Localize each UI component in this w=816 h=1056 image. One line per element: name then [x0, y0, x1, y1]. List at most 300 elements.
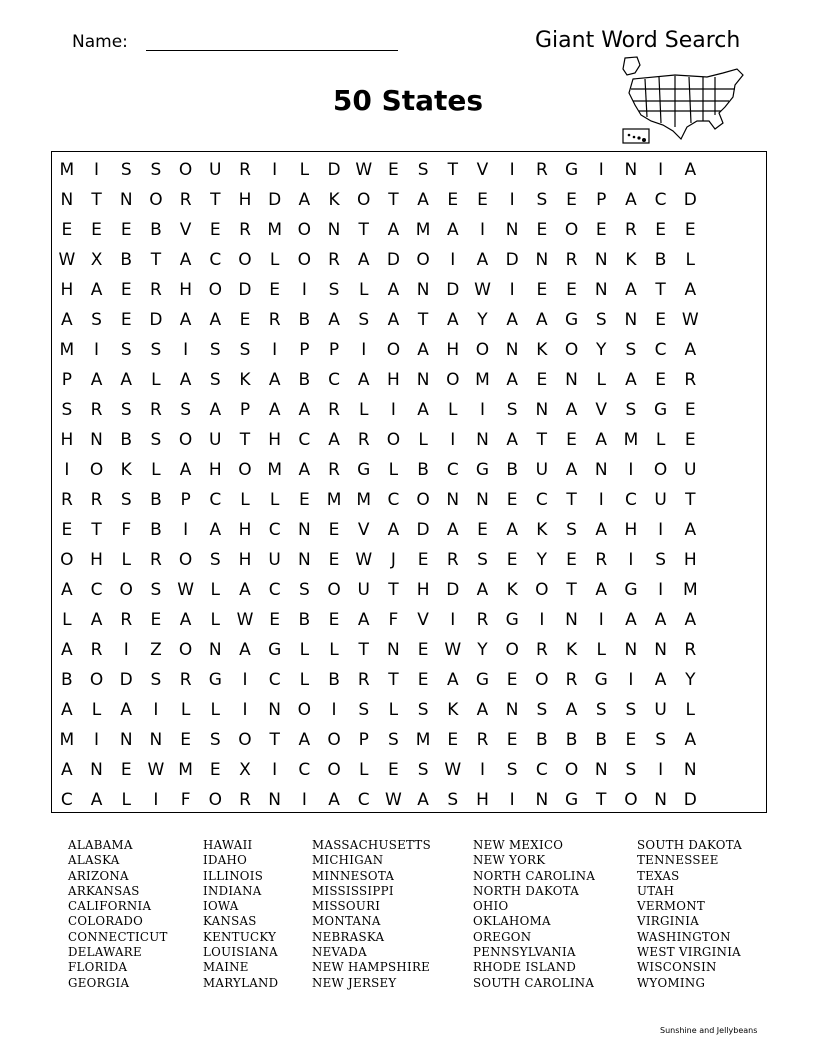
grid-letter[interactable]: S — [298, 580, 310, 600]
grid-letter[interactable]: K — [239, 370, 251, 390]
grid-letter[interactable]: S — [120, 160, 132, 180]
grid-letter[interactable]: R — [268, 310, 281, 330]
grid-letter[interactable]: A — [328, 310, 340, 330]
grid-letter[interactable]: S — [536, 700, 548, 720]
grid-letter[interactable]: A — [179, 370, 192, 390]
grid-letter[interactable]: B — [654, 250, 667, 270]
grid-letter[interactable]: S — [209, 340, 221, 360]
grid-letter[interactable]: I — [301, 280, 307, 300]
grid-letter[interactable]: H — [90, 550, 103, 570]
grid-letter[interactable]: C — [624, 490, 637, 510]
grid-letter[interactable]: R — [150, 550, 162, 570]
grid-letter[interactable]: O — [149, 190, 163, 210]
grid-letter[interactable]: N — [594, 760, 608, 780]
grid-letter[interactable]: A — [446, 520, 459, 540]
grid-letter[interactable]: C — [357, 790, 370, 810]
grid-letter[interactable]: E — [655, 370, 666, 390]
grid-letter[interactable]: H — [268, 430, 282, 450]
grid-letter[interactable]: L — [210, 610, 221, 630]
grid-letter[interactable]: N — [416, 280, 430, 300]
grid-letter[interactable]: L — [388, 460, 399, 480]
grid-letter[interactable]: I — [628, 460, 634, 480]
grid-letter[interactable]: I — [450, 430, 456, 450]
grid-letter[interactable]: G — [475, 670, 490, 690]
grid-letter[interactable]: B — [536, 730, 548, 750]
grid-letter[interactable]: A — [90, 790, 103, 810]
grid-letter[interactable]: I — [64, 460, 70, 480]
grid-letter[interactable]: E — [417, 670, 429, 690]
grid-letter[interactable]: S — [180, 400, 191, 420]
grid-letter[interactable]: O — [535, 670, 549, 690]
grid-letter[interactable]: D — [683, 190, 697, 210]
grid-letter[interactable]: A — [387, 220, 400, 240]
grid-letter[interactable]: A — [61, 310, 73, 330]
grid-letter[interactable]: E — [625, 730, 637, 750]
grid-letter[interactable]: O — [327, 730, 341, 750]
grid-letter[interactable]: A — [417, 340, 429, 360]
grid-letter[interactable]: A — [387, 280, 400, 300]
grid-letter[interactable]: E — [388, 160, 399, 180]
grid-letter[interactable]: D — [119, 670, 133, 690]
grid-letter[interactable]: P — [239, 400, 251, 420]
grid-letter[interactable]: O — [297, 220, 312, 240]
grid-letter[interactable]: T — [685, 490, 696, 510]
grid-letter[interactable]: N — [535, 250, 549, 270]
grid-letter[interactable]: L — [210, 580, 221, 600]
grid-letter[interactable]: S — [595, 310, 607, 330]
grid-letter[interactable]: A — [417, 790, 429, 810]
grid-letter[interactable]: E — [655, 220, 666, 240]
grid-letter[interactable]: V — [179, 220, 192, 240]
grid-letter[interactable]: C — [446, 460, 459, 480]
grid-letter[interactable]: A — [209, 400, 222, 420]
grid-letter[interactable]: O — [564, 760, 579, 780]
grid-letter[interactable]: N — [446, 490, 460, 510]
grid-letter[interactable]: I — [242, 700, 248, 720]
grid-letter[interactable]: T — [358, 220, 369, 240]
grid-letter[interactable]: A — [684, 280, 697, 300]
grid-letter[interactable]: P — [596, 190, 607, 210]
grid-letter[interactable]: U — [654, 700, 667, 720]
grid-letter[interactable]: N — [268, 700, 282, 720]
grid-letter[interactable]: R — [328, 460, 340, 480]
grid-letter[interactable]: A — [446, 310, 459, 330]
grid-letter[interactable]: A — [61, 640, 73, 660]
grid-letter[interactable]: A — [565, 700, 578, 720]
grid-letter[interactable]: S — [150, 340, 162, 360]
grid-letter[interactable]: E — [61, 520, 73, 540]
grid-letter[interactable]: N — [654, 640, 667, 660]
grid-letter[interactable]: T — [388, 580, 399, 600]
grid-letter[interactable]: W — [681, 310, 699, 330]
grid-letter[interactable]: E — [684, 220, 696, 240]
grid-letter[interactable]: B — [120, 250, 133, 270]
grid-letter[interactable]: O — [446, 370, 460, 390]
grid-letter[interactable]: A — [684, 340, 697, 360]
grid-letter[interactable]: V — [476, 160, 489, 180]
grid-letter[interactable]: A — [179, 610, 192, 630]
grid-letter[interactable]: I — [598, 490, 604, 510]
grid-letter[interactable]: T — [388, 190, 399, 210]
grid-letter[interactable]: I — [479, 760, 485, 780]
grid-letter[interactable]: A — [684, 520, 697, 540]
grid-letter[interactable]: G — [268, 640, 282, 660]
grid-letter[interactable]: R — [328, 400, 340, 420]
grid-letter[interactable]: O — [357, 190, 371, 210]
grid-letter[interactable]: R — [684, 640, 697, 660]
grid-letter[interactable]: W — [474, 280, 491, 300]
grid-letter[interactable]: K — [447, 700, 459, 720]
grid-letter[interactable]: H — [208, 460, 222, 480]
grid-letter[interactable]: N — [535, 400, 549, 420]
grid-letter[interactable]: L — [299, 160, 310, 180]
grid-letter[interactable]: W — [444, 760, 462, 780]
grid-letter[interactable]: I — [539, 610, 545, 630]
grid-letter[interactable]: I — [509, 790, 515, 810]
grid-letter[interactable]: T — [388, 670, 399, 690]
grid-letter[interactable]: B — [565, 730, 578, 750]
grid-letter[interactable]: O — [178, 640, 193, 660]
grid-letter[interactable]: U — [209, 160, 222, 180]
grid-letter[interactable]: E — [150, 610, 162, 630]
grid-letter[interactable]: R — [357, 430, 370, 450]
grid-letter[interactable]: N — [476, 430, 489, 450]
grid-letter[interactable]: E — [655, 310, 666, 330]
grid-letter[interactable]: A — [387, 310, 400, 330]
grid-letter[interactable]: I — [509, 190, 515, 210]
grid-letter[interactable]: C — [535, 490, 548, 510]
grid-letter[interactable]: S — [566, 520, 577, 540]
grid-letter[interactable]: N — [505, 700, 519, 720]
grid-letter[interactable]: I — [272, 760, 278, 780]
grid-letter[interactable]: A — [417, 190, 429, 210]
grid-letter[interactable]: L — [448, 400, 458, 420]
grid-letter[interactable]: T — [210, 190, 221, 210]
grid-letter[interactable]: H — [387, 370, 400, 390]
grid-letter[interactable]: C — [654, 340, 667, 360]
grid-letter[interactable]: L — [418, 430, 428, 450]
grid-letter[interactable]: R — [476, 610, 489, 630]
grid-letter[interactable]: A — [387, 520, 400, 540]
grid-letter[interactable]: E — [506, 730, 518, 750]
grid-letter[interactable]: O — [178, 430, 193, 450]
grid-letter[interactable]: E — [417, 550, 429, 570]
grid-letter[interactable]: N — [208, 640, 222, 660]
word-search-grid[interactable] — [52, 155, 705, 815]
grid-letter[interactable]: N — [505, 220, 519, 240]
grid-letter[interactable]: K — [328, 190, 340, 210]
grid-letter[interactable]: M — [59, 340, 75, 360]
grid-letter[interactable]: S — [120, 400, 132, 420]
grid-letter[interactable]: N — [149, 730, 163, 750]
grid-letter[interactable]: B — [298, 310, 311, 330]
grid-letter[interactable]: B — [298, 370, 311, 390]
grid-letter[interactable]: N — [624, 640, 638, 660]
grid-letter[interactable]: O — [297, 700, 312, 720]
grid-letter[interactable]: A — [506, 310, 518, 330]
grid-letter[interactable]: N — [594, 280, 608, 300]
grid-letter[interactable]: O — [653, 460, 668, 480]
grid-letter[interactable]: S — [506, 400, 518, 420]
grid-letter[interactable]: S — [150, 670, 162, 690]
grid-letter[interactable]: A — [595, 520, 608, 540]
grid-letter[interactable]: G — [505, 610, 519, 630]
grid-letter[interactable]: T — [596, 790, 607, 810]
grid-letter[interactable]: U — [535, 460, 549, 480]
grid-letter[interactable]: L — [655, 430, 666, 450]
grid-letter[interactable]: N — [119, 730, 133, 750]
grid-letter[interactable]: S — [150, 580, 162, 600]
grid-letter[interactable]: L — [240, 490, 250, 510]
grid-letter[interactable]: O — [535, 580, 549, 600]
grid-letter[interactable]: H — [446, 340, 460, 360]
grid-letter[interactable]: K — [536, 520, 548, 540]
grid-letter[interactable]: E — [536, 370, 548, 390]
grid-letter[interactable]: E — [388, 760, 399, 780]
grid-letter[interactable]: A — [298, 460, 311, 480]
grid-letter[interactable]: G — [564, 310, 579, 330]
grid-letter[interactable]: A — [357, 370, 370, 390]
grid-letter[interactable]: B — [328, 670, 340, 690]
grid-letter[interactable]: B — [595, 730, 608, 750]
grid-letter[interactable]: T — [655, 280, 666, 300]
grid-letter[interactable]: A — [61, 760, 73, 780]
grid-letter[interactable]: Y — [477, 640, 488, 660]
grid-letter[interactable]: L — [210, 700, 221, 720]
grid-letter[interactable]: N — [327, 220, 341, 240]
grid-letter[interactable]: O — [297, 250, 312, 270]
grid-letter[interactable]: W — [444, 640, 462, 660]
grid-letter[interactable]: F — [180, 790, 191, 810]
grid-letter[interactable]: S — [595, 700, 607, 720]
grid-letter[interactable]: H — [476, 790, 489, 810]
grid-letter[interactable]: E — [447, 730, 459, 750]
grid-letter[interactable]: O — [238, 730, 252, 750]
grid-letter[interactable]: C — [328, 370, 340, 390]
grid-letter[interactable]: O — [564, 220, 579, 240]
grid-letter[interactable]: M — [326, 490, 342, 510]
grid-letter[interactable]: G — [208, 670, 222, 690]
grid-letter[interactable]: X — [239, 760, 251, 780]
grid-letter[interactable]: N — [476, 490, 489, 510]
grid-letter[interactable]: I — [301, 790, 307, 810]
grid-letter[interactable]: A — [239, 580, 251, 600]
grid-letter[interactable]: A — [684, 610, 697, 630]
grid-letter[interactable]: U — [654, 490, 667, 510]
grid-letter[interactable]: N — [60, 190, 74, 210]
grid-letter[interactable]: A — [90, 610, 103, 630]
grid-letter[interactable]: A — [446, 220, 459, 240]
grid-letter[interactable]: E — [536, 220, 548, 240]
grid-letter[interactable]: W — [147, 760, 165, 780]
grid-letter[interactable]: O — [624, 790, 638, 810]
grid-letter[interactable]: I — [658, 520, 664, 540]
grid-letter[interactable]: A — [625, 610, 637, 630]
grid-letter[interactable]: C — [209, 490, 222, 510]
grid-letter[interactable]: O — [208, 280, 222, 300]
grid-letter[interactable]: A — [684, 160, 697, 180]
grid-letter[interactable]: L — [269, 490, 280, 510]
grid-letter[interactable]: A — [120, 370, 133, 390]
grid-letter[interactable]: A — [506, 430, 518, 450]
grid-letter[interactable]: L — [299, 640, 310, 660]
grid-letter[interactable]: W — [355, 550, 373, 570]
grid-letter[interactable]: W — [355, 160, 373, 180]
grid-letter[interactable]: D — [416, 520, 430, 540]
grid-letter[interactable]: D — [149, 310, 163, 330]
grid-letter[interactable]: I — [123, 640, 129, 660]
grid-letter[interactable]: R — [684, 370, 697, 390]
grid-letter[interactable]: A — [90, 370, 103, 390]
grid-letter[interactable]: A — [595, 430, 608, 450]
grid-letter[interactable]: R — [239, 790, 251, 810]
grid-letter[interactable]: L — [151, 460, 161, 480]
grid-letter[interactable]: I — [94, 160, 100, 180]
grid-letter[interactable]: D — [683, 790, 697, 810]
grid-letter[interactable]: W — [58, 250, 76, 270]
grid-letter[interactable]: A — [298, 190, 311, 210]
grid-letter[interactable]: E — [180, 730, 191, 750]
grid-letter[interactable]: H — [60, 280, 74, 300]
grid-letter[interactable]: T — [239, 430, 251, 450]
grid-letter[interactable]: M — [267, 220, 282, 240]
grid-letter[interactable]: J — [390, 550, 396, 570]
grid-letter[interactable]: A — [595, 580, 608, 600]
grid-letter[interactable]: A — [536, 310, 548, 330]
grid-letter[interactable]: I — [450, 250, 456, 270]
grid-letter[interactable]: I — [509, 160, 515, 180]
grid-letter[interactable]: E — [91, 220, 102, 240]
grid-letter[interactable]: E — [566, 190, 577, 210]
grid-letter[interactable]: E — [506, 490, 518, 510]
grid-letter[interactable]: R — [565, 670, 578, 690]
grid-letter[interactable]: A — [120, 700, 133, 720]
grid-letter[interactable]: E — [566, 430, 577, 450]
grid-letter[interactable]: K — [120, 460, 132, 480]
grid-letter[interactable]: U — [357, 580, 370, 600]
grid-letter[interactable]: I — [658, 160, 664, 180]
grid-letter[interactable]: S — [506, 760, 518, 780]
grid-letter[interactable]: G — [594, 670, 608, 690]
grid-letter[interactable]: A — [506, 520, 518, 540]
grid-letter[interactable]: A — [417, 400, 429, 420]
grid-letter[interactable]: S — [477, 550, 488, 570]
grid-letter[interactable]: A — [565, 400, 578, 420]
grid-letter[interactable]: S — [536, 190, 548, 210]
grid-letter[interactable]: A — [328, 790, 340, 810]
grid-letter[interactable]: I — [450, 610, 456, 630]
grid-letter[interactable]: S — [358, 700, 370, 720]
grid-letter[interactable]: L — [329, 640, 339, 660]
grid-letter[interactable]: O — [178, 160, 193, 180]
grid-letter[interactable]: U — [209, 430, 222, 450]
grid-letter[interactable]: R — [60, 490, 73, 510]
grid-letter[interactable]: I — [390, 400, 396, 420]
grid-letter[interactable]: N — [90, 760, 103, 780]
grid-letter[interactable]: A — [268, 370, 281, 390]
grid-letter[interactable]: R — [90, 640, 103, 660]
grid-letter[interactable]: I — [272, 340, 278, 360]
grid-letter[interactable]: S — [417, 160, 429, 180]
grid-letter[interactable]: N — [624, 160, 638, 180]
grid-letter[interactable]: L — [685, 700, 696, 720]
grid-letter[interactable]: M — [59, 160, 75, 180]
grid-letter[interactable]: H — [238, 520, 252, 540]
grid-letter[interactable]: A — [298, 400, 311, 420]
grid-letter[interactable]: O — [89, 670, 104, 690]
grid-letter[interactable]: H — [416, 580, 430, 600]
grid-letter[interactable]: E — [328, 520, 340, 540]
grid-letter[interactable]: N — [90, 430, 103, 450]
grid-letter[interactable]: B — [417, 460, 429, 480]
grid-letter[interactable]: L — [121, 790, 131, 810]
grid-letter[interactable]: P — [358, 730, 369, 750]
grid-letter[interactable]: T — [150, 250, 162, 270]
grid-letter[interactable]: D — [505, 250, 519, 270]
grid-letter[interactable]: N — [297, 550, 311, 570]
grid-letter[interactable]: S — [358, 310, 370, 330]
grid-letter[interactable]: I — [242, 670, 248, 690]
grid-letter[interactable]: T — [269, 730, 280, 750]
grid-letter[interactable]: K — [625, 250, 637, 270]
grid-letter[interactable]: R — [90, 400, 103, 420]
grid-letter[interactable]: M — [475, 370, 490, 390]
grid-letter[interactable]: M — [267, 460, 282, 480]
grid-letter[interactable]: S — [655, 550, 666, 570]
grid-letter[interactable]: I — [628, 670, 634, 690]
grid-letter[interactable]: L — [685, 250, 696, 270]
grid-letter[interactable]: A — [357, 610, 370, 630]
grid-letter[interactable]: A — [565, 460, 578, 480]
grid-letter[interactable]: L — [596, 640, 606, 660]
grid-letter[interactable]: D — [327, 160, 341, 180]
grid-letter[interactable]: I — [479, 400, 485, 420]
grid-letter[interactable]: E — [447, 190, 459, 210]
grid-letter[interactable]: K — [506, 580, 518, 600]
grid-letter[interactable]: P — [61, 370, 72, 390]
grid-letter[interactable]: A — [684, 730, 697, 750]
grid-letter[interactable]: C — [268, 670, 281, 690]
grid-letter[interactable]: F — [388, 610, 399, 630]
grid-letter[interactable]: I — [331, 700, 337, 720]
grid-letter[interactable]: S — [447, 790, 459, 810]
grid-letter[interactable]: G — [475, 460, 490, 480]
grid-letter[interactable]: M — [356, 490, 372, 510]
grid-letter[interactable]: R — [239, 160, 251, 180]
grid-letter[interactable]: A — [179, 250, 192, 270]
grid-letter[interactable]: E — [328, 610, 340, 630]
grid-letter[interactable]: A — [654, 670, 667, 690]
grid-letter[interactable]: D — [268, 190, 282, 210]
grid-letter[interactable]: S — [150, 430, 162, 450]
grid-letter[interactable]: A — [476, 580, 489, 600]
grid-letter[interactable]: E — [506, 550, 518, 570]
grid-letter[interactable]: S — [655, 730, 666, 750]
grid-letter[interactable]: A — [625, 280, 637, 300]
grid-letter[interactable]: L — [269, 250, 280, 270]
grid-letter[interactable]: O — [475, 340, 490, 360]
grid-letter[interactable]: V — [417, 610, 429, 630]
grid-letter[interactable]: I — [598, 610, 604, 630]
grid-letter[interactable]: U — [684, 460, 697, 480]
grid-letter[interactable]: A — [298, 730, 311, 750]
grid-letter[interactable]: S — [417, 700, 429, 720]
grid-letter[interactable]: M — [178, 760, 193, 780]
grid-letter[interactable]: O — [416, 490, 430, 510]
grid-letter[interactable]: A — [625, 370, 637, 390]
grid-letter[interactable]: C — [60, 790, 73, 810]
grid-letter[interactable]: E — [536, 280, 548, 300]
